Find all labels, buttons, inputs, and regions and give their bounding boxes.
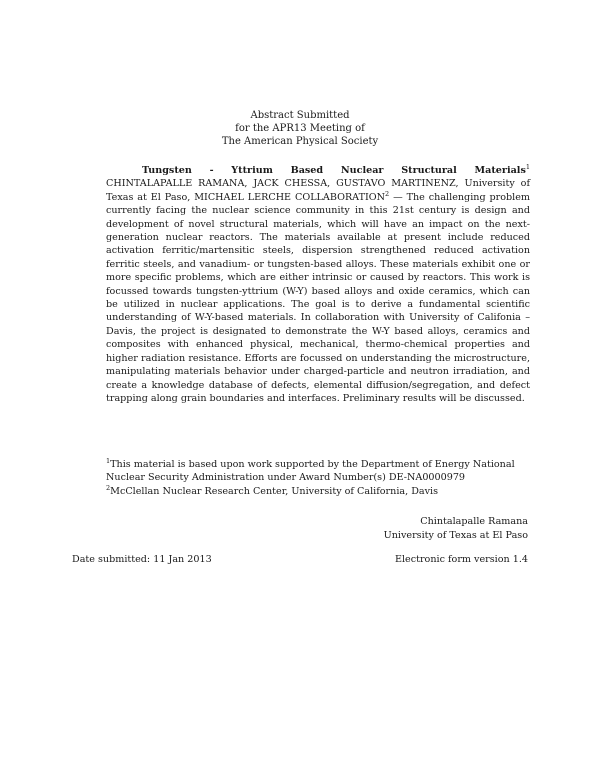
header-line-2: for the APR13 Meeting of bbox=[235, 123, 365, 134]
abstract-authors: CHINTALAPALLE RAMANA, JACK CHESSA, GUSTAVO MARTINENZ, University of Texas at El Paso, MICHAEL LERCHE COLLABORATION bbox=[106, 178, 530, 203]
authors-footnote-marker: 2 bbox=[385, 189, 390, 198]
footnotes bbox=[106, 458, 530, 498]
footnote-2-marker: 2 bbox=[106, 483, 111, 492]
footnote-1-text: This material is based upon work supported by the Department of Energy National Nuclear Security Administration under Award Number(s) DE-NA0000979 bbox=[106, 459, 515, 484]
footnote-2 bbox=[106, 485, 530, 498]
submission-header bbox=[0, 109, 600, 148]
abstract-body: — The challenging problem currently facing the nuclear science community in this 21st century is design and development of novel structural materials, which will have an impact on the next-generation nuclear reactors. The materials available at present include reduced activation ferritic/martensitic steels, dispersion strengthened reduced activation ferritic steels, and vanadium- or tungsten-based alloys. These materials exhibit one or more specific problems, which are either intrinsic or caused by reactors. This work is focussed towards tungsten-yttrium (W-Y) based alloys and oxide ceramics, which can be utilized in nuclear applications. The goal is to derive a fundamental scientific understanding of W-Y-based materials. In collaboration with University of Califonia – Davis, the project is designated to demonstrate the W-Y based alloys, ceramics and composites with enhanced physical, mechanical, thermo-chemical properties and higher radiation resistance. Efforts are focussed on understanding the microstructure, manipulating materials behavior under charged-particle and neutron irradiation, and create a knowledge database of defects, elemental diffusion/segregation, and defect trapping along grain boundaries and interfaces. Preliminary results will be discussed. bbox=[106, 191, 530, 404]
signature-affiliation: University of Texas at El Paso bbox=[383, 530, 528, 541]
footnote-1-marker: 1 bbox=[106, 456, 111, 465]
date-submitted: Date submitted: 11 Jan 2013 bbox=[72, 554, 212, 565]
abstract-paragraph bbox=[106, 164, 530, 405]
signature-block bbox=[384, 515, 528, 543]
abstract-title: Tungsten - Yttrium Based Nuclear Structural Materials bbox=[142, 165, 526, 176]
title-footnote-marker: 1 bbox=[525, 162, 530, 171]
footnote-2-text: McClellan Nuclear Research Center, University of California, Davis bbox=[110, 485, 439, 497]
form-version: Electronic form version 1.4 bbox=[394, 554, 528, 565]
footnote-1 bbox=[106, 458, 530, 485]
signature-name: Chintalapalle Ramana bbox=[420, 516, 528, 527]
header-line-3: The American Physical Society bbox=[221, 136, 379, 147]
header-line-1: Abstract Submitted bbox=[250, 110, 350, 121]
